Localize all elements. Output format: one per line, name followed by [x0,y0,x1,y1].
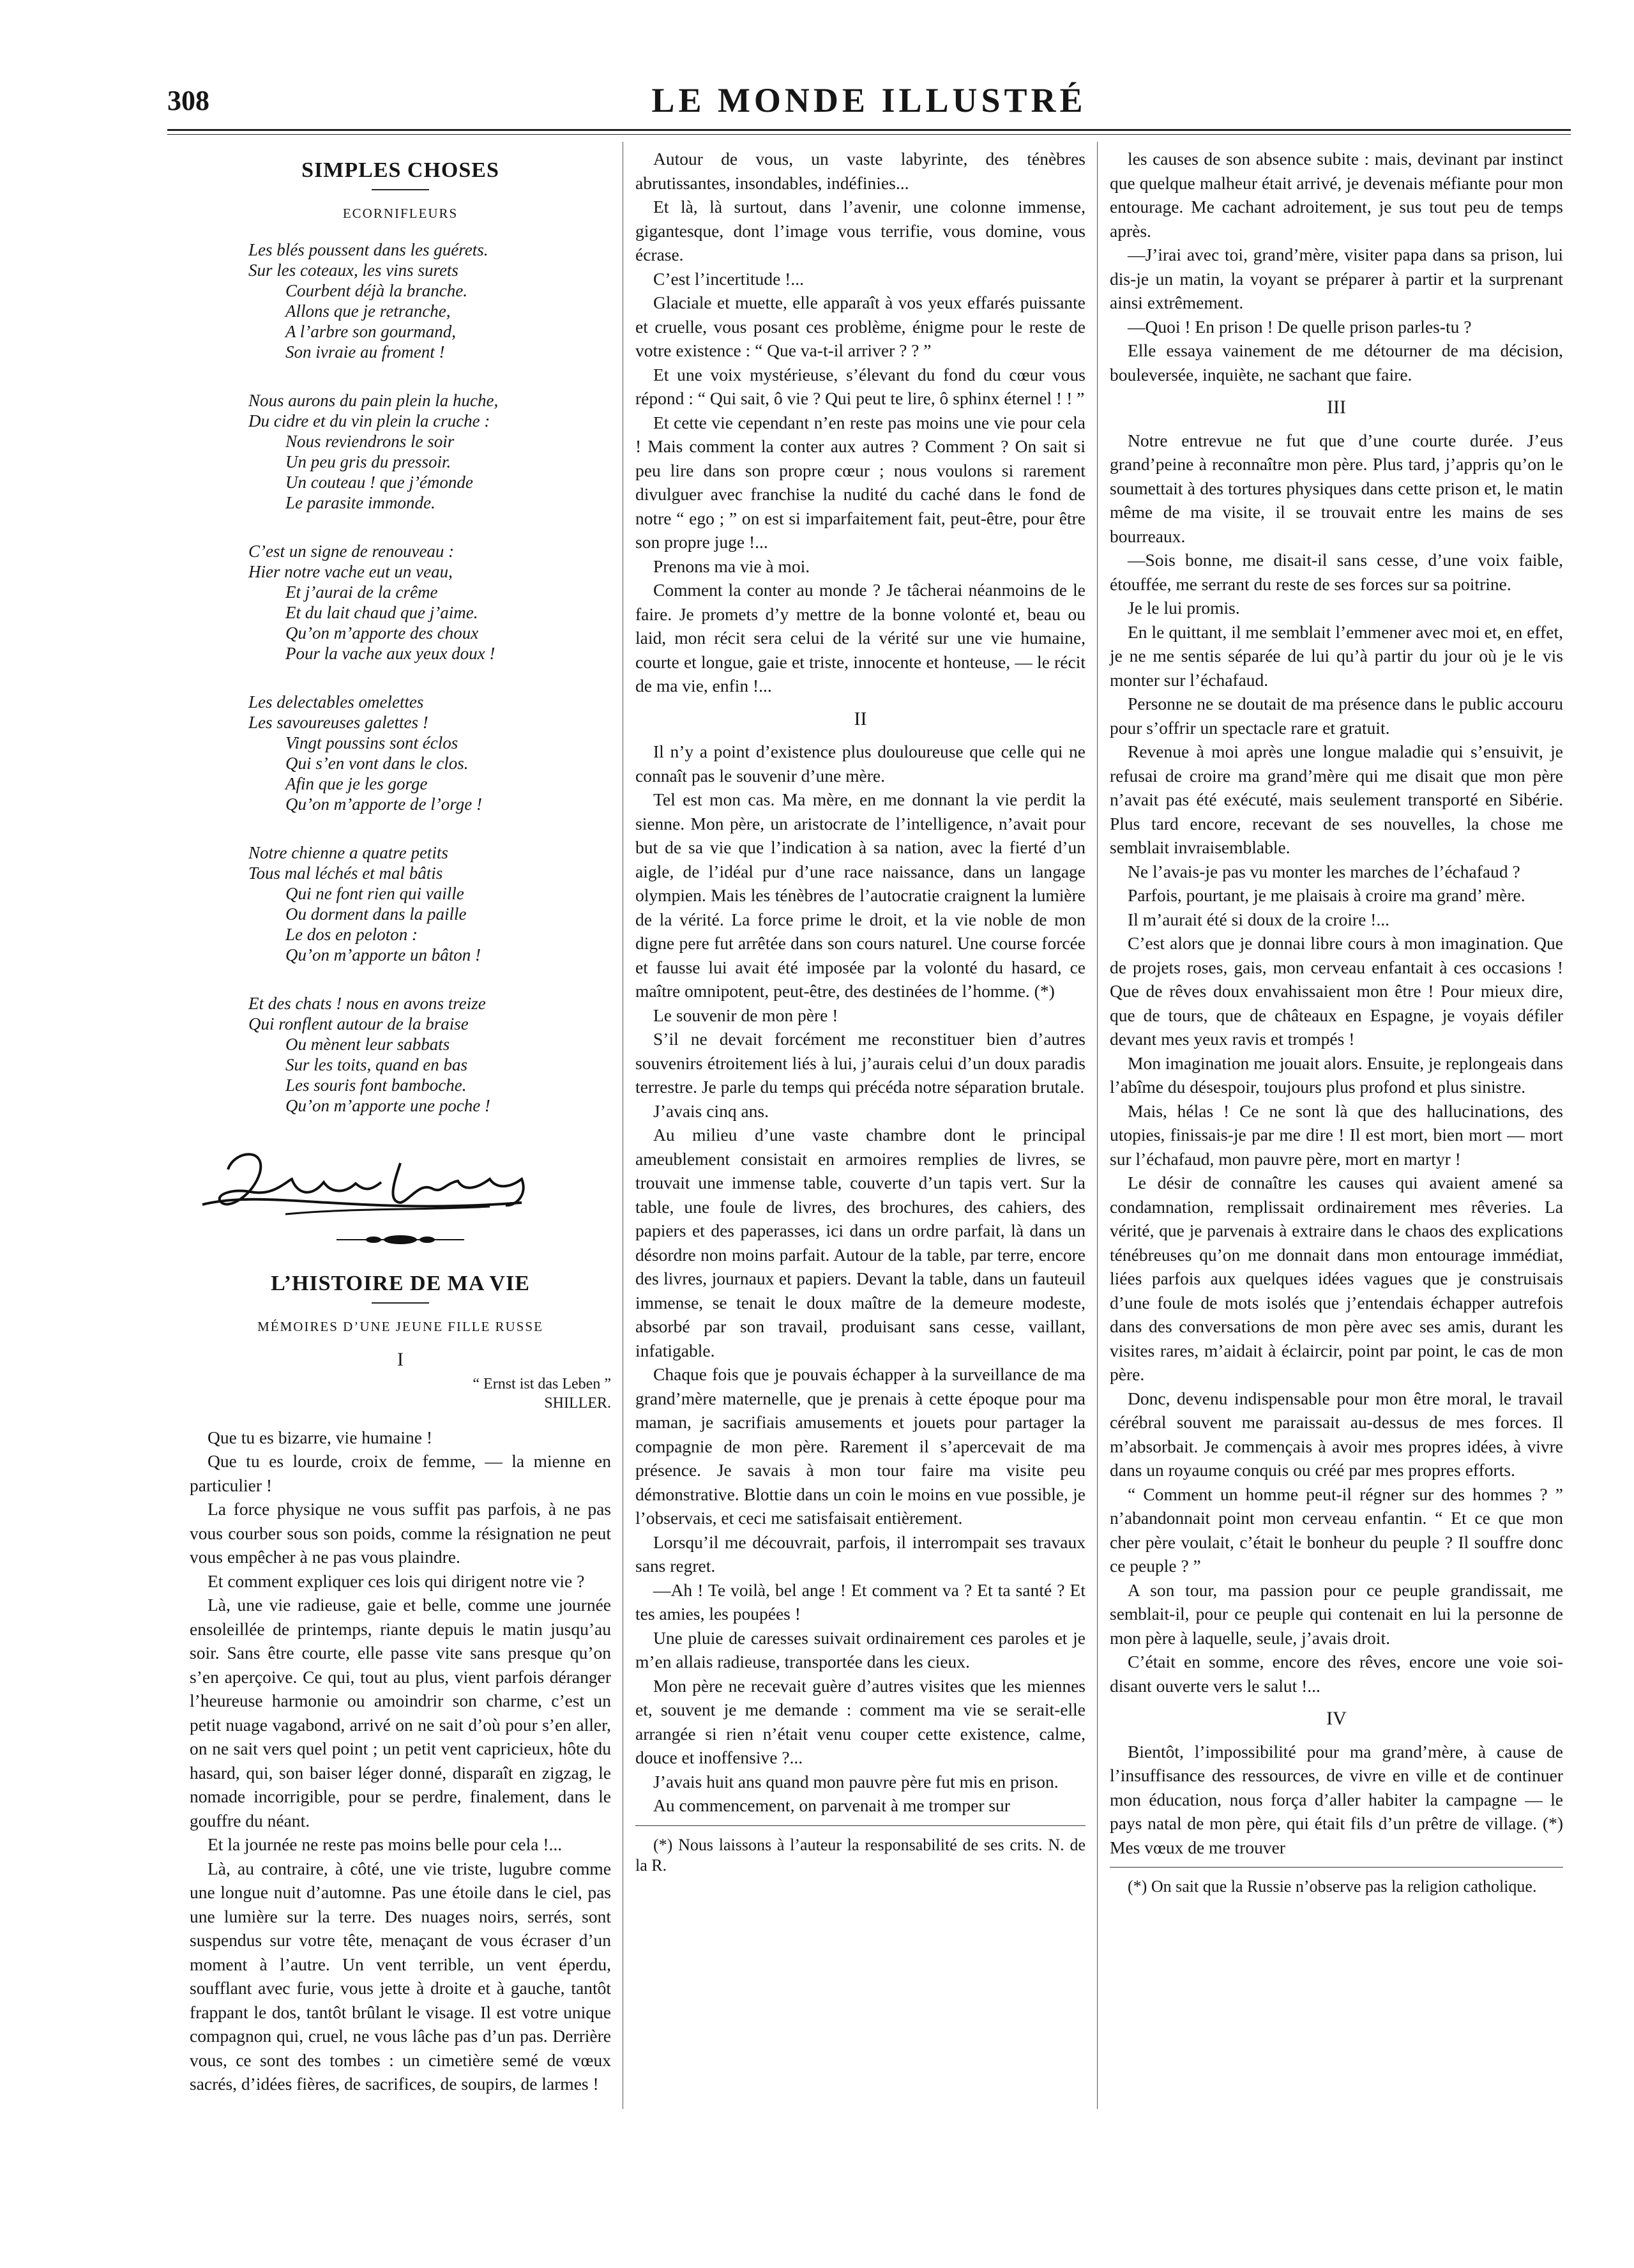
poem-line: Afin que je les gorge [285,774,428,793]
paragraph: les causes de son absence subite : mais, devinant par instinct que quelque malheur était arrivé, je devenais méfiante pour mon entourage. Me cachant adroitement, je sus tout peu de temps après. [1110,149,1563,241]
epigraph-author: SHILLER. [544,1394,611,1412]
article-body-part-5 [1110,429,1563,1698]
paragraph: Que tu es bizarre, vie humaine ! [208,1427,433,1447]
section-number-4: IV [1326,1708,1347,1729]
paragraph: Lorsqu’il me découvrait, parfois, il interrompait ses travaux sans regret. [635,1532,1086,1576]
poem-line: Pour la vache aux yeux doux ! [285,644,495,663]
poem-line: Sur les toits, quand en bas [285,1055,468,1074]
poem-line: Un peu gris du pressoir. [285,452,451,471]
column-2 [635,147,1086,1876]
column-1 [190,158,611,2096]
header-rule-thick [167,129,1571,131]
paragraph: Notre entrevue ne fut que d’une courte durée. J’eus grand’peine à reconnaître mon père. Plus tard, j’appris qu’on le soumettait à des tortures physiques dans cette prison et, le matin même de ma visite, il se trouvait entre les mains de ses bourreaux. [1110,430,1563,546]
paragraph: Glaciale et muette, elle apparaît à vos yeux effarés puissante et cruelle, vous posant ces problème, énigme pour le reste de votre existence : “ Que va-t-il arriver ? ? ” [635,293,1086,360]
poem-line: Son ivraie au froment ! [285,342,445,362]
paragraph: Parfois, pourtant, je me plaisais à croire ma grand’ mère. [1128,885,1525,905]
paragraph: Le souvenir de mon père ! [653,1005,838,1025]
paragraph: —Ah ! Te voilà, bel ange ! Et comment va ? Et ta santé ? Et tes amies, les poupées ! [635,1579,1086,1624]
column-divider-right [1097,142,1098,2109]
poem-body [190,240,611,1116]
poem-line: Les blés poussent dans les guérets. [248,240,488,259]
poem-line: Qu’on m’apporte des choux [285,623,479,643]
masthead-title: LE MONDE ILLUSTRÉ [651,81,1087,119]
paragraph: Personne ne se doutait de ma présence dans le public accouru pour s’offrir un spectacle rare et gratuit. [1110,694,1563,738]
paragraph: S’il ne devait forcément me reconstituer bien d’autres souvenirs étroitement liés à lui, j’aurais celui d’un doux paradis terrestre. Je parle du temps qui précéda notre séparation brutale. [635,1029,1086,1097]
poem-line: Notre chienne a quatre petits [248,843,448,862]
poem-line: Les souris font bamboche. [285,1076,467,1095]
poem-subtitle: ECORNIFLEURS [342,205,458,221]
paragraph: Au commencement, on parvenait à me tromper sur [653,1795,1010,1815]
paragraph: Et la journée ne reste pas moins belle pour cela !... [208,1834,563,1854]
poem-line: Nous aurons du pain plein la huche, [248,391,499,410]
page-number: 308 [167,85,209,116]
section-number-3: III [1327,397,1346,418]
article-body-part-2 [635,147,1086,698]
paragraph: —Sois bonne, me disait-il sans cesse, d’une voix faible, étouffée, me serrant du reste de ses forces sur sa poitrine. [1110,550,1563,594]
poem-line: Vingt poussins sont éclos [285,733,458,752]
epigraph [190,1374,611,1413]
poem-line: Qui s’en vont dans le clos. [285,754,469,773]
page-header [167,81,1571,129]
paragraph: A son tour, ma passion pour ce peuple grandissait, me semblait-il, pour ce peuple qui contenait en lui la personne de mon père à laquelle, seule, j’avais droit. [1110,1579,1563,1648]
paragraph: Prenons ma vie à moi. [653,556,810,576]
article-title: L’HISTOIRE DE MA VIE [271,1272,530,1295]
poem-stanza [190,541,611,664]
paragraph: J’avais huit ans quand mon pauvre père fut mis en prison. [653,1771,1059,1792]
header-rule-thin [167,134,1571,135]
poem-stanza [190,842,611,965]
paragraph: Tel est mon cas. Ma mère, en me donnant la vie perdit la sienne. Mon père, un aristocrate de l’intelligence, n’avait pour but de sa vie que l’indication à sa nation, avec la fierté d’un aigle, de l’idéal pur d’une race naissance, dans un langage olympien. Mais les ténèbres de l’autocratie craignent la lumière de la vérité. La force prime le droit, et la vie noble de mon digne pere fut arrêtée dans son cours naturel. Une course forcée et fausse lui avait été imposée par la volonté du hasard, ce maître omnipotent, peut-être, des destinées de l’homme. (*) [635,789,1086,1001]
article-body-part-3 [635,740,1086,1818]
paragraph: C’est l’incertitude !... [653,268,804,289]
poem-line: Un couteau ! que j’émonde [285,473,473,492]
poem-line: Sur les coteaux, les vins surets [248,261,458,280]
paragraph: Mon père ne recevait guère d’autres visites que les miennes et, souvent je me demande : comment ma vie se serait-elle arrangée si rien n’était venu couper cette existence, calme, douce et inoffensive ?... [635,1675,1086,1767]
poem-line: Qui ronflent autour de la braise [248,1014,469,1033]
paragraph: —J’irai avec toi, grand’mère, visiter papa dans sa prison, lui dis-je un matin, la voyant se préparer à partir et la surprenant ainsi extrêmement. [1110,245,1563,312]
poem-line: Les delectables omelettes [248,692,424,712]
paragraph: Comment la conter au monde ? Je tâcherai néanmoins de le faire. Je promets d’y mettre de la bonne volonté et, beau ou laid, mon récit sera celui de la vérité sur une vie humaine, courte et longue, gaie et triste, innocente et honteuse, — le récit de ma vie, enfin !... [635,580,1086,696]
paragraph: Revenue à moi après une longue maladie qui s’ensuivit, je refusai de croire ma grand’mère qui me disait que mon père n’avait pas été exécuté, mais seulement transporté en Sibérie. Plus tard encore, recevant de ses nouvelles, la chose me semblait invraisemblable. [1110,742,1563,857]
poem-line: Ou mènent leur sabbats [285,1035,450,1054]
article-body-part-4 [1110,147,1563,386]
paragraph: Et cette vie cependant n’en reste pas moins une vie pour cela ! Mais comment la conter aux autres ? Comment ? On sait si peu lire dans son propre cœur ; nous voulons si rarement divulguer avec franchise la nudité du caché dans le fond de notre “ ego ; ” on est si imparfaitement fait, peut-être, pour être son propre juge !... [635,412,1086,552]
ornament-divider [337,1233,464,1246]
poem-line: Tous mal léchés et mal bâtis [248,864,443,883]
paragraph: Et là, là surtout, dans l’avenir, une colonne immense, gigantesque, dont l’image vous terrifie, vous domine, vous écrase. [635,197,1086,264]
paragraph: Et comment expliquer ces lois qui dirigent notre vie ? [208,1571,585,1591]
poem-line: Allons que je retranche, [285,301,451,321]
poem-line: Hier notre vache eut un veau, [248,562,453,581]
footnote-religion: (*) On sait que la Russie n’observe pas la religion catholique. [1128,1877,1537,1896]
paragraph: En le quittant, il me semblait l’emmener avec moi et, en effet, je ne me sentis séparée de lui qu’à partir du jour où je le vis monter sur l’échafaud. [1110,621,1563,690]
title-rule [372,189,429,190]
epigraph-quote: “ Ernst ist das Leben ” [473,1375,611,1392]
poem-title: SIMPLES CHOSES [301,158,499,182]
paragraph: Bientôt, l’impossibilité pour ma grand’mère, à cause de l’insuffisance des ressources, de vivre en ville et de continuer mon éducation, nous força d’aller habiter la campagne — le pays natal de mon père, qui était fils d’un prêtre de village. (*) Mes vœux de me trouver [1110,1741,1563,1857]
paragraph: Là, au contraire, à côté, une vie triste, lugubre comme une longue nuit d’automne. Pas une étoile dans le ciel, pas une lumière sur la terre. Des nuages noirs, serrés, sont suspendus sur votre tête, menaçant de vous écraser d’un moment à l’autre. Un vent terrible, un vent éperdu, soufflant avec furie, vous jette à droite et à gauche, tantôt frappant le dos, tantôt brûlant le visage. Il est votre unique compagnon qui, cruel, ne vous lâche pas d’un pas. Derrière vous, ce sont des tombes : un cimetière semé de vœux sacrés, d’idées fières, de sacrifices, de soupirs, de larmes ! [190,1858,611,2094]
poem-line: Qui ne font rien qui vaille [285,884,464,903]
paragraph: Mon imagination me jouait alors. Ensuite, je replongeais dans l’abîme du désespoir, toujours plus profond et plus sinistre. [1110,1053,1563,1097]
poem-line: Qu’on m’apporte un bâton ! [285,945,481,964]
paragraph: C’était en somme, encore des rêves, encore une voie soi-disant ouverte vers le salut !... [1110,1652,1563,1696]
poem-line: Les savoureuses galettes ! [248,713,428,732]
paragraph: Elle essaya vainement de me détourner de ma décision, bouleversée, inquiète, ne sachant que faire. [1110,340,1563,384]
paragraph: Donc, devenu indispensable pour mon être moral, le travail cérébral souvent me paraissait au-dessus de mes forces. Il m’absorbait. Je commençais à avoir mes propres idées, à vivre dans un royaume conquis ou créé par mes propres efforts. [1110,1388,1563,1480]
poem-line: Qu’on m’apporte de l’orge ! [285,795,482,814]
poem-line: A l’arbre son gourmand, [285,322,457,341]
poem-line: Ou dorment dans la paille [285,904,467,924]
paragraph: J’avais cinq ans. [653,1100,769,1121]
poem-line: Nous reviendrons le soir [285,432,455,451]
poem-stanza [190,240,611,362]
article-body-part-1 [190,1426,611,2096]
poem-line: Le parasite immonde. [285,493,435,512]
paragraph: Mais, hélas ! Ce ne sont là que des hallucinations, des utopies, finissais-je par me dire ! Il est mort, bien mort — mort sur l’échafaud, mon pauvre père, mort en martyr ! [1110,1100,1563,1169]
poem-line: Le dos en peloton : [285,925,418,944]
poem-line: Qu’on m’apporte une poche ! [285,1096,490,1115]
article-subtitle: MÉMOIRES D’UNE JEUNE FILLE RUSSE [257,1318,543,1334]
paragraph: Et une voix mystérieuse, s’élevant du fond du cœur vous répond : “ Qui sait, ô vie ? Qui peut te lire, ô sphinx éternel ! ! ” [635,364,1086,408]
poem-line: Et j’aurai de la crême [285,582,438,602]
poem-line: Et des chats ! nous en avons treize [248,994,486,1013]
article-body-part-6 [1110,1740,1563,1860]
paragraph: Autour de vous, un vaste labyrinte, des ténèbres abrutissantes, insondables, indéfinies... [635,149,1086,193]
poem-stanza [190,692,611,814]
poem-line: Du cidre et du vin plein la cruche : [248,411,490,430]
paragraph: Il n’y a point d’existence plus douloureuse que celle qui ne connaît pas le souvenir d’une mère. [635,742,1086,786]
paragraph: Une pluie de caresses suivait ordinairement ces paroles et je m’en allais radieuse, transportée dans les cieux. [635,1627,1086,1671]
article-title-rule [372,1302,429,1304]
paragraph: Chaque fois que je pouvais échapper à la surveillance de ma grand’mère maternelle, que je prenais à cette époque pour ma maman, je sacrifiais amusements et jouets pour partager la compagnie de mon père. Rarement il s’apercevait de ma présence. Je savais à mon tour faire ma visite peu démonstrative. Blottie dans un coin le moins en vue possible, je l’observais, et ceci me satisfaisait entièrement. [635,1364,1086,1528]
poem-line: Et du lait chaud que j’aime. [285,603,478,622]
poem-line: C’est un signe de renouveau : [248,542,455,561]
paragraph: Que tu es lourde, croix de femme, — la mienne en particulier ! [190,1451,611,1495]
paragraph: Il m’aurait été si doux de la croire !... [1128,909,1390,929]
footnote-rule [1110,1867,1563,1868]
paragraph: Là, une vie radieuse, gaie et belle, comme une journée ensoleillée de printemps, riante depuis le matin jusqu’au soir. Sans être courte, elle passe vite sans presque qu’on s’en aperçoive. Ce qui, tout au plus, vient parfois déranger l’heureuse harmonie ou amoindrir son charme, c’est un petit nuage vagabond, arrivé on ne sait d’où pour s’en aller, on ne sait vers quel point ; un petit vent capricieux, hôte du hasard, qui, son baiser léger donné, disparaît en zigzag, le nomade incorrigible, pour se perdre, finalement, dans le gouffre du néant. [190,1595,611,1830]
section-number-1: I [397,1349,404,1370]
column-3 [1110,147,1563,1897]
poem-line: Courbent déjà la branche. [285,281,467,300]
paragraph: “ Comment un homme peut-il régner sur des hommes ? ” n’abandonnait point mon cerveau enfantin. “ Et ce que mon cher père voulait, c’était le bonheur du peuple ? Il souffre donc ce peuple ? ” [1110,1484,1563,1576]
section-number-2: II [854,708,867,729]
paragraph: Le désir de connaître les causes qui avaient amené sa condamnation, remplissait ordinairement mes rêveries. La vérité, que je parvenais à extraire dans le chaos des explications ténébreuses qu’on me donnait dans mon entourage immédiat, liées parfois aux quelques idées vagues que je construisais d’une foule de mots isolés que j’entendais échapper autrefois dans des conversations de mon père avec ses amis, durant les visites rares, m’aidait à éclaircir, point par point, le cas de mon père. [1110,1173,1563,1384]
paragraph: C’est alors que je donnai libre cours à mon imagination. Que de projets roses, gais, mon cerveau enfantait à ces occasions ! Que de rêves doux envahissaient mon être ! Pour mieux dire, que de tours, que de châteaux en Espagne, je voyais défiler devant mes yeux ravis et trompés ! [1110,933,1563,1049]
paragraph: Je le lui promis. [1128,598,1240,618]
paragraph: Ne l’avais-je pas vu monter les marches de l’échafaud ? [1128,861,1520,881]
paragraph: La force physique ne vous suffit pas parfois, à ne pas vous courber sous son poids, comme la résignation ne peut vous empêcher à ne pas vous plaindre. [190,1499,611,1567]
paragraph: —Quoi ! En prison ! De quelle prison parles-tu ? [1128,316,1472,337]
signature-image [190,1144,547,1227]
paragraph: Au milieu d’une vaste chambre dont le principal ameublement consistait en armoires remplies de livres, se trouvait une immense table, couverte d’un tapis vert. Sur la table, une foule de livres, des brochures, des cahiers, des papiers et des paperasses, ici dans un ordre parfait, là dans un désordre non moins parfait. Autour de la table, par terre, encore des livres, journaux et papiers. Devant la table, dans un fauteuil immense, se tenait le doux maître de la demeure modeste, absorbé par son travail, produisant sans cesse, vaillant, infatigable. [635,1125,1086,1360]
poem-stanza [190,993,611,1116]
footnote-rule [635,1825,1086,1826]
footnote-editor: (*) Nous laissons à l’auteur la responsabilité de ses crits. N. de la R. [635,1835,1086,1875]
poem-stanza [190,390,611,513]
